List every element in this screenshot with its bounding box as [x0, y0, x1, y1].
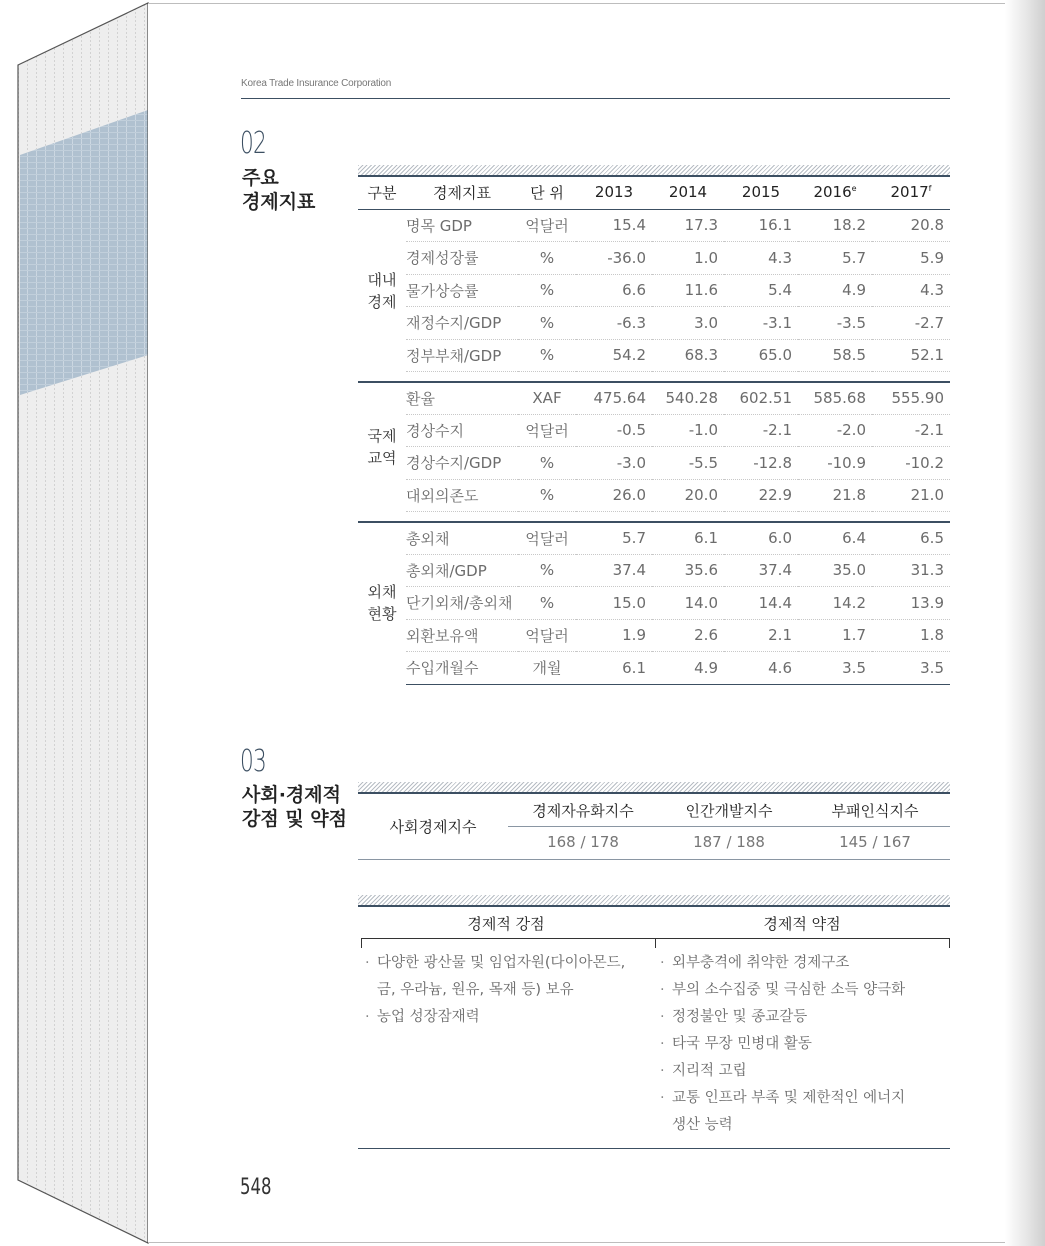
indicator-value: 4.9 [652, 652, 724, 685]
list-item: 금, 우라늄, 원유, 목재 등) 보유 [377, 982, 574, 998]
indicator-name: 수입개월수 [406, 652, 518, 685]
indicator-value: -6.3 [576, 307, 652, 340]
indicator-value: 15.4 [576, 209, 652, 242]
table-row [358, 242, 950, 275]
indicator-value: -12.8 [724, 447, 798, 480]
indicator-value: 2.6 [652, 619, 724, 652]
sw-top-hatch [358, 895, 950, 905]
indicator-value: 18.2 [798, 209, 872, 242]
indicator-value: 22.9 [724, 479, 798, 512]
group-label [358, 522, 406, 685]
indicator-value: -2.0 [798, 414, 872, 447]
section-02-title-line1: 주요 [242, 167, 279, 189]
indicator-value: -2.1 [872, 414, 950, 447]
indicator-value: 58.5 [798, 339, 872, 372]
group-separator [358, 372, 950, 382]
indicator-name: 총외채 [406, 522, 518, 555]
indicator-value: 68.3 [652, 339, 724, 372]
group-label-line1: 대내 [367, 270, 397, 289]
indicator-unit: % [518, 242, 576, 275]
index-name: 경제자유화지수 [532, 802, 634, 820]
indicator-value: 65.0 [724, 339, 798, 372]
indicator-value: -0.5 [576, 414, 652, 447]
indicator-unit: 억달러 [518, 209, 576, 242]
indicator-unit: % [518, 587, 576, 620]
header-unit: 단 위 [518, 176, 576, 209]
page-edge-shadow [1005, 0, 1045, 1246]
indicator-unit: 개월 [518, 652, 576, 685]
indices-top-rule [358, 792, 950, 794]
section-02-number: 02 [240, 126, 267, 161]
list-item: · 지리적 고립 [658, 1058, 948, 1085]
list-item: · 교통 인프라 부족 및 제한적인 에너지 [658, 1085, 948, 1112]
indicator-value: 52.1 [872, 339, 950, 372]
indicator-name: 환율 [406, 382, 518, 415]
indicator-name: 명목 GDP [406, 209, 518, 242]
indicator-unit: 억달러 [518, 522, 576, 555]
table-row [358, 382, 950, 415]
indicator-name: 경상수지 [406, 414, 518, 447]
strengths-list [363, 950, 653, 1031]
table-row [358, 554, 950, 587]
indicator-value: 1.8 [872, 619, 950, 652]
group-label-line2: 교역 [367, 449, 397, 467]
section-02-title [242, 166, 315, 214]
sw-top-rule [358, 905, 950, 907]
group-separator-cell [358, 372, 950, 382]
indicator-value: 6.0 [724, 522, 798, 555]
indicator-value: 6.6 [576, 274, 652, 307]
indicator-value: -10.9 [798, 447, 872, 480]
indicator-value: -10.2 [872, 447, 950, 480]
header-year: 2013 [576, 176, 652, 209]
indicator-name: 외환보유액 [406, 619, 518, 652]
indicator-value: 1.9 [576, 619, 652, 652]
indicator-name: 재정수지/GDP [406, 307, 518, 340]
index-name: 인간개발지수 [685, 802, 773, 820]
indicator-unit: 억달러 [518, 414, 576, 447]
section-03-title-line1: 사회·경제적 [242, 784, 341, 806]
group-label-line2: 경제 [367, 292, 397, 311]
indicator-value: 6.4 [798, 522, 872, 555]
indices-top-hatch [358, 782, 950, 792]
indicator-value: -3.5 [798, 307, 872, 340]
header-year: 2014 [652, 176, 724, 209]
list-item: · 다양한 광산물 및 임업자원(다이아몬드, [363, 950, 653, 977]
header-indicator: 경제지표 [406, 176, 518, 209]
indicator-value: 37.4 [724, 554, 798, 587]
page-number: 548 [240, 1175, 272, 1200]
indicator-value: 20.0 [652, 479, 724, 512]
indicator-value: 3.5 [798, 652, 872, 685]
table-row [358, 307, 950, 340]
book-spine [0, 0, 160, 1246]
indicator-value: 26.0 [576, 479, 652, 512]
indices-row-label: 사회경제지수 [389, 818, 477, 836]
weaknesses-title: 경제적 약점 [763, 915, 841, 933]
table-row [358, 479, 950, 512]
indicator-value: 6.1 [652, 522, 724, 555]
strengths-title: 경제적 강점 [467, 915, 545, 933]
indicator-value: 5.7 [798, 242, 872, 275]
indicator-value: 3.0 [652, 307, 724, 340]
group-separator [358, 512, 950, 522]
table-row [358, 587, 950, 620]
header-year: 2016e [798, 176, 872, 209]
indicator-value: -1.0 [652, 414, 724, 447]
indicator-value: 1.0 [652, 242, 724, 275]
indicator-value: -3.1 [724, 307, 798, 340]
indicator-unit: % [518, 339, 576, 372]
indicator-value: -3.0 [576, 447, 652, 480]
table-row [358, 339, 950, 372]
indicator-value: -36.0 [576, 242, 652, 275]
list-item: · 부의 소수집중 및 극심한 소득 양극화 [658, 977, 948, 1004]
indices-bottom-rule [358, 859, 950, 860]
indicator-value: 5.4 [724, 274, 798, 307]
header-rule [241, 98, 950, 99]
index-value: 145 / 167 [839, 833, 911, 851]
section-03-number: 03 [240, 744, 267, 779]
list-item: · 타국 무장 민병대 활동 [658, 1031, 948, 1058]
indicator-value: 6.1 [576, 652, 652, 685]
indicator-unit: XAF [518, 382, 576, 415]
group-label-line1: 외채 [367, 583, 397, 602]
table-row [358, 522, 950, 555]
indicator-unit: % [518, 447, 576, 480]
indicator-name: 대외의존도 [406, 479, 518, 512]
group-label [358, 382, 406, 512]
indicator-name: 경상수지/GDP [406, 447, 518, 480]
sw-bottom-rule [358, 1148, 950, 1149]
indicator-value: 4.3 [724, 242, 798, 275]
economic-indicators-table [358, 176, 950, 685]
table-row [358, 619, 950, 652]
table-row [358, 274, 950, 307]
weaknesses-bracket [655, 938, 950, 948]
running-head: Korea Trade Insurance Corporation [241, 78, 392, 89]
table-top-hatch [358, 165, 950, 175]
indicator-value: 17.3 [652, 209, 724, 242]
indicator-value: 4.6 [724, 652, 798, 685]
list-item: 생산 능력 [672, 1117, 733, 1133]
header-year: 2015 [724, 176, 798, 209]
indices-mid-rule [508, 826, 950, 827]
table-row [358, 447, 950, 480]
indicator-value: 13.9 [872, 587, 950, 620]
table-row [358, 652, 950, 685]
indicator-value: 35.6 [652, 554, 724, 587]
indicator-value: 31.3 [872, 554, 950, 587]
indicator-value: -2.1 [724, 414, 798, 447]
indicator-value: -2.7 [872, 307, 950, 340]
indicator-value: 585.68 [798, 382, 872, 415]
indicator-value: 5.9 [872, 242, 950, 275]
table-row [358, 414, 950, 447]
indicator-value: 11.6 [652, 274, 724, 307]
list-item: · 외부충격에 취약한 경제구조 [658, 950, 948, 977]
indicator-value: 37.4 [576, 554, 652, 587]
section-03-title [242, 783, 347, 831]
indicator-value: 54.2 [576, 339, 652, 372]
table-header-row [358, 176, 950, 209]
indicator-value: 35.0 [798, 554, 872, 587]
indicator-unit: % [518, 479, 576, 512]
index-value: 187 / 188 [693, 833, 765, 851]
table-row [358, 209, 950, 242]
indicator-value: 540.28 [652, 382, 724, 415]
indicator-name: 물가상승률 [406, 274, 518, 307]
indicator-name: 단기외채/총외채 [406, 587, 518, 620]
strengths-bracket [361, 938, 655, 948]
header-year: 2017$^f$ [872, 176, 950, 209]
list-item: · 정정불안 및 종교갈등 [658, 1004, 948, 1031]
group-label-line1: 국제 [367, 427, 397, 445]
indicator-value: 16.1 [724, 209, 798, 242]
indicator-value: 4.3 [872, 274, 950, 307]
indicator-value: 20.8 [872, 209, 950, 242]
indicator-name: 정부부채/GDP [406, 339, 518, 372]
indicator-value: 5.7 [576, 522, 652, 555]
indicator-unit: 억달러 [518, 619, 576, 652]
indicator-value: 2.1 [724, 619, 798, 652]
header-group: 구분 [358, 176, 406, 209]
indicator-unit: % [518, 554, 576, 587]
indicator-value: -5.5 [652, 447, 724, 480]
section-03-title-line2: 강점 및 약점 [242, 808, 347, 830]
weaknesses-list [658, 950, 948, 1139]
group-label [358, 209, 406, 372]
indicator-value: 21.0 [872, 479, 950, 512]
list-item: · 농업 성장잠재력 [363, 1004, 653, 1031]
indicator-value: 555.90 [872, 382, 950, 415]
indicator-value: 14.0 [652, 587, 724, 620]
indicator-unit: % [518, 274, 576, 307]
indicator-value: 14.2 [798, 587, 872, 620]
indicator-value: 475.64 [576, 382, 652, 415]
group-separator-cell [358, 512, 950, 522]
indicator-value: 602.51 [724, 382, 798, 415]
indicator-value: 15.0 [576, 587, 652, 620]
indicator-name: 경제성장률 [406, 242, 518, 275]
indicator-name: 총외채/GDP [406, 554, 518, 587]
indicator-value: 14.4 [724, 587, 798, 620]
indicator-value: 4.9 [798, 274, 872, 307]
group-label-line2: 현황 [367, 605, 397, 624]
indicator-value: 21.8 [798, 479, 872, 512]
indicator-unit: % [518, 307, 576, 340]
indicator-value: 1.7 [798, 619, 872, 652]
book-spine-graphic [0, 0, 160, 1246]
indicator-value: 3.5 [872, 652, 950, 685]
section-02-title-line2: 경제지표 [242, 191, 316, 213]
index-name: 부패인식지수 [831, 802, 919, 820]
index-value: 168 / 178 [547, 833, 619, 851]
indicator-value: 6.5 [872, 522, 950, 555]
